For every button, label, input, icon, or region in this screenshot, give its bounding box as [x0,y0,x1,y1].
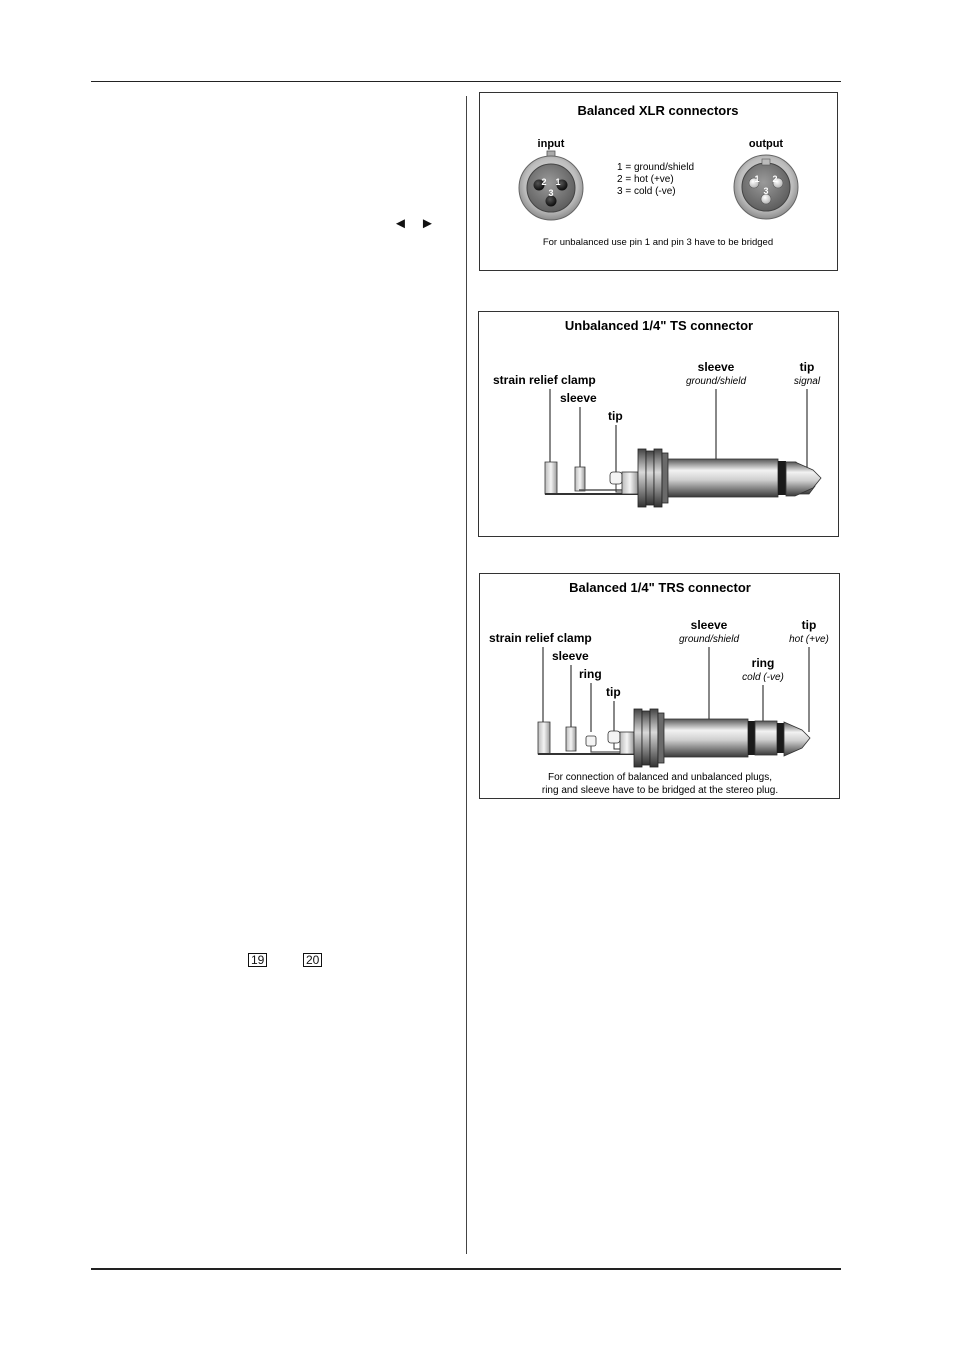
trs-ring-right-label: ring [751,656,775,670]
trs-sleeve-right-sub: ground/shield [678,634,740,645]
xlr-title: Balanced XLR connectors [577,103,739,118]
trs-connector-figure [479,573,840,799]
trs-ring-left-label: ring [579,667,602,681]
reference-number-19: 19 [248,953,267,967]
ts-tip-left-label: tip [608,409,623,423]
trs-sleeve-left-label: sleeve [552,649,589,663]
trs-note-line-1: For connection of balanced and unbalanced plugs, [547,772,773,783]
ts-connector-figure [478,311,839,537]
column-divider [466,96,467,1254]
xlr-connector-figure [479,92,838,271]
ts-strain-relief-label: strain relief clamp [493,373,596,387]
navigation-arrows: ◄ ► [393,215,439,232]
xlr-output-pin-3: 3 [763,186,769,196]
xlr-output-label: output [748,138,784,150]
xlr-female-connector [519,151,583,220]
xlr-input-label: input [537,138,565,150]
xlr-output-pin-1: 1 [754,174,760,184]
ts-title: Unbalanced 1/4" TS connector [564,318,754,333]
pin-legend-3: 3 = cold (-ve) [617,186,676,197]
trs-strain-relief-label: strain relief clamp [489,631,592,645]
xlr-male-connector [734,155,798,219]
trs-sleeve-right-label: sleeve [690,618,728,632]
ts-sleeve-left-label: sleeve [560,391,597,405]
xlr-note: For unbalanced use pin 1 and pin 3 have to be bridged [542,237,774,248]
trs-tip-right-sub: hot (+ve) [789,634,829,645]
ts-tip-right-sub: signal [793,376,821,387]
reference-number-20: 20 [303,953,322,967]
ts-plug-illustration [545,449,821,507]
header-rule [91,81,841,82]
pin-legend-1: 1 = ground/shield [617,162,695,173]
xlr-input-pin-1: 1 [555,177,561,187]
trs-tip-left-label: tip [606,685,621,699]
footer-rule [91,1268,841,1270]
trs-tip-right-label: tip [801,618,817,632]
trs-title: Balanced 1/4" TRS connector [569,580,751,595]
ts-tip-right-label: tip [799,360,815,374]
xlr-output-pin-2: 2 [772,174,778,184]
xlr-input-pin-3: 3 [548,188,554,198]
ts-sleeve-right-sub: ground/shield [685,376,747,387]
trs-plug-illustration [538,709,810,767]
pin-legend-2: 2 = hot (+ve) [617,174,674,185]
xlr-input-pin-2: 2 [541,177,547,187]
ts-sleeve-right-label: sleeve [697,360,735,374]
trs-ring-right-sub: cold (-ve) [742,672,784,683]
trs-note-line-2: ring and sleeve have to be bridged at the stereo plug. [541,785,779,796]
